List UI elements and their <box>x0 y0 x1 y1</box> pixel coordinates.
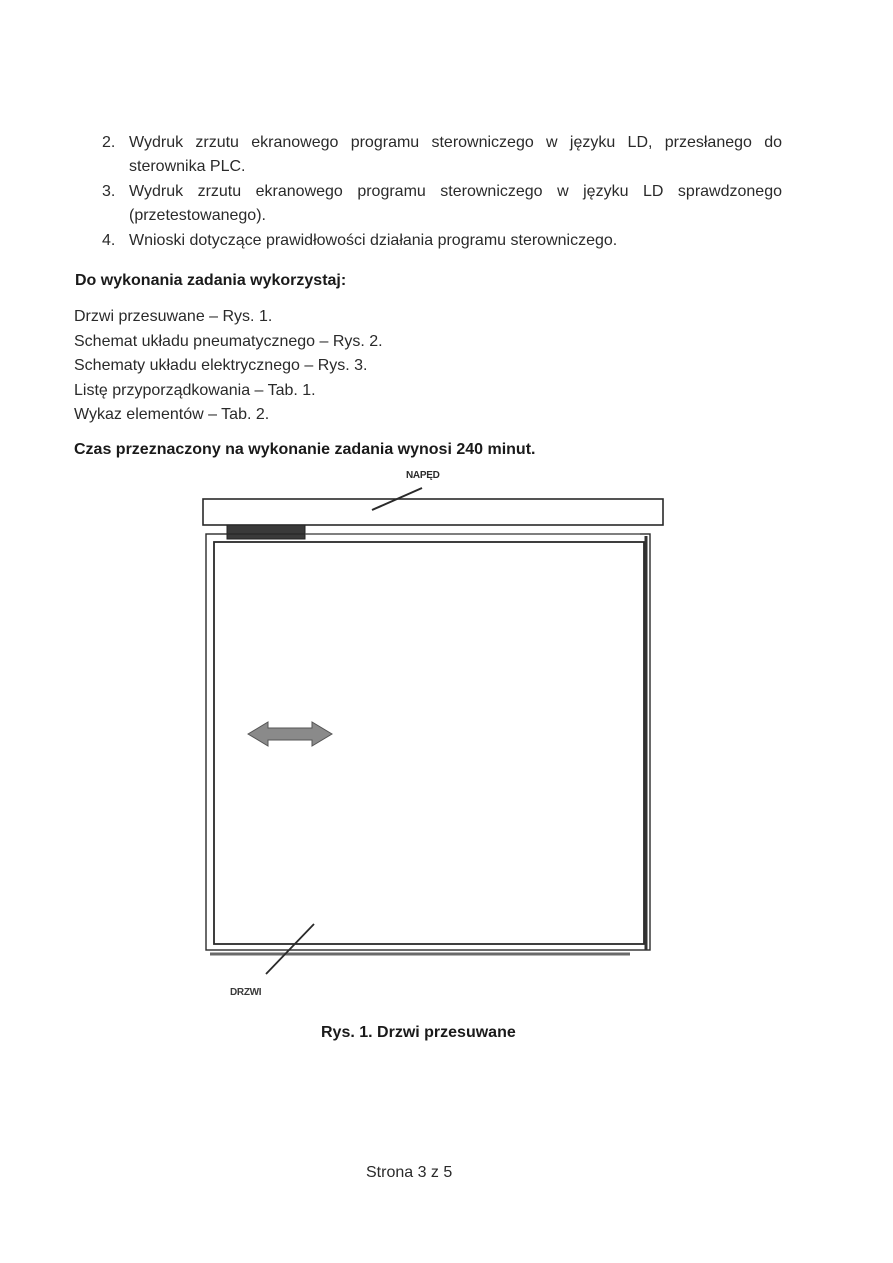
list-item-text: Wnioski dotyczące prawidłowości działania programu sterowniczego. <box>129 232 618 249</box>
list-item <box>102 229 782 253</box>
door-panel <box>214 542 644 944</box>
drive-motor <box>227 525 305 539</box>
report-items-list <box>102 131 782 254</box>
materials-item: Schemat układu pneumatycznego – Rys. 2. <box>74 332 383 350</box>
list-item-number: 4. <box>102 232 116 249</box>
materials-list <box>74 305 383 428</box>
drive-label: NAPĘD <box>406 470 440 481</box>
door-label: DRZWI <box>230 987 262 998</box>
time-note: Czas przeznaczony na wykonanie zadania wynosi 240 minut. <box>74 441 536 458</box>
list-item-text: Wydruk zrzutu ekranowego programu sterowniczego w języku LD sprawdzonego (przetestowanego). <box>129 183 782 224</box>
drive-rail <box>203 499 663 525</box>
figure-caption: Rys. 1. Drzwi przesuwane <box>321 1024 516 1041</box>
list-item <box>102 131 782 179</box>
sliding-door-drawing <box>190 462 680 1007</box>
list-item-text: Wydruk zrzutu ekranowego programu sterowniczego w języku LD, przesłanego do sterownika PLC. <box>129 134 782 175</box>
materials-item: Schematy układu elektrycznego – Rys. 3. <box>74 357 368 375</box>
section-heading: Do wykonania zadania wykorzystaj: <box>75 272 347 289</box>
materials-item: Listę przyporządkowania – Tab. 1. <box>74 381 316 399</box>
page-number: Strona 3 z 5 <box>366 1164 453 1181</box>
list-item-number: 2. <box>102 134 116 151</box>
sliding-door-figure <box>190 462 680 1007</box>
list-item-number: 3. <box>102 183 116 200</box>
materials-item: Wykaz elementów – Tab. 2. <box>74 406 270 424</box>
list-item <box>102 180 782 228</box>
materials-item: Drzwi przesuwane – Rys. 1. <box>74 308 273 325</box>
